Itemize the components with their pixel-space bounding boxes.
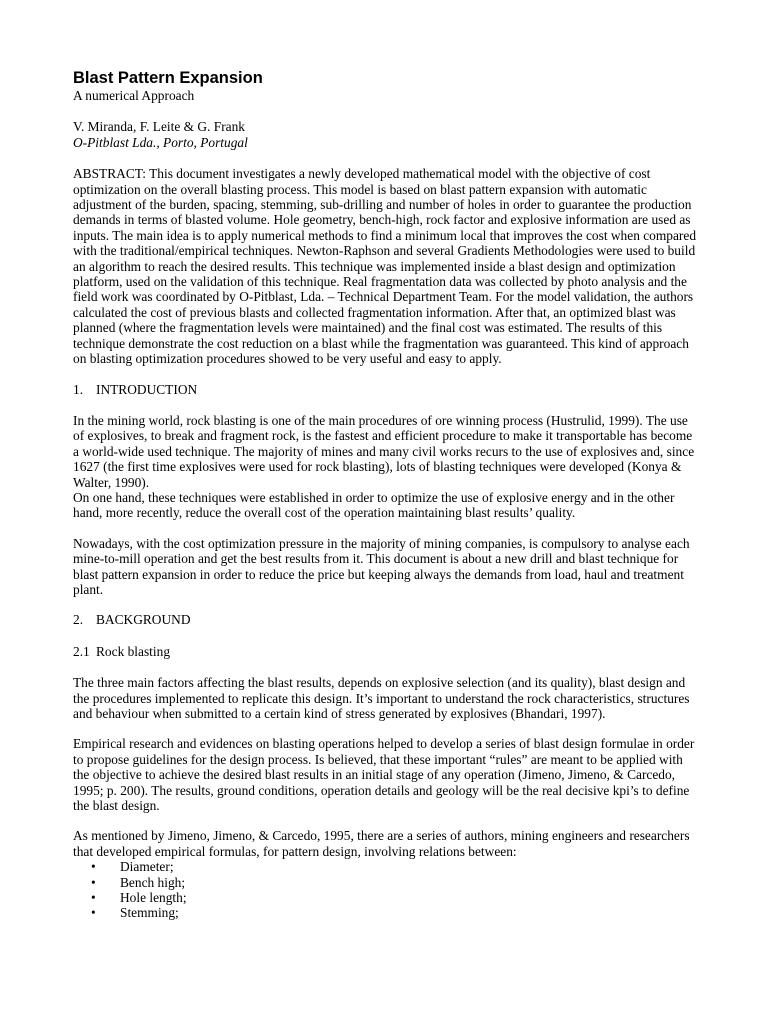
paper-authors: V. Miranda, F. Leite & G. Frank (73, 119, 245, 135)
section-heading-introduction (73, 382, 698, 397)
background-paragraph-3: As mentioned by Jimeno, Jimeno, & Carcedo, 1995, there are a series of authors, mining engineers and researchers that developed empirical formulas, for pattern design, involving relations between: (73, 828, 690, 859)
list-item-text: Stemming; (120, 905, 179, 921)
list-item (91, 875, 698, 890)
section-title: BACKGROUND (96, 612, 191, 628)
background-paragraph-1: The three main factors affecting the blast results, depends on explosive selection (and its quality), blast design and the procedures implemented to replicate this design. It’s important to understand the rock characteristics, structures and behaviour when submitted to a certain kind of stress generated by explosives (Bhandari, 1997). (73, 675, 690, 721)
list-item-text: Diameter; (120, 859, 174, 875)
bullet-glyph: • (91, 859, 96, 875)
intro-paragraph-2: Nowadays, with the cost optimization pressure in the majority of mining companies, is compulsory to analyse each mine-to-mill operation and get the best results from it. This document is about a new drill and blast technique for blast pattern expansion in order to reduce the price but keeping always the demands from load, haul and treatment plant. (73, 535, 690, 597)
subsection-title: Rock blasting (96, 643, 171, 659)
list-item (91, 905, 698, 920)
intro-paragraph-1b: On one hand, these techniques were established in order to optimize the use of explosive energy and in the other hand, more recently, reduce the overall cost of the operation maintaining blast results’ quality. (73, 489, 675, 521)
bullet-glyph: • (91, 905, 96, 921)
bullet-glyph: • (91, 890, 96, 906)
section-number: 1. (73, 381, 84, 397)
design-parameters-list (73, 859, 698, 921)
section-heading-background (73, 612, 698, 627)
section-number: 2. (73, 612, 84, 628)
subsection-heading-rock-blasting (73, 644, 698, 659)
list-item-text: Hole length; (120, 890, 187, 906)
subsection-number: 2.1 (73, 643, 90, 659)
paper-affiliation: O-Pitblast Lda., Porto, Portugal (73, 134, 248, 150)
intro-paragraph-1a: In the mining world, rock blasting is one of the main procedures of ore winning process (Hustrulid, 1999). The use of explosives, to break and fragment rock, is the fastest and efficient procedure to make it transportable has become a world-wide used technique. The majority of mines and many civil works recurs to the use of explosives and, since 1627 (the first time explosives were used for rock blasting), lots of blasting techniques were developed (Konya & Walter, 1990). (73, 412, 695, 490)
abstract-paragraph: ABSTRACT: This document investigates a newly developed mathematical model with the objective of cost optimization on the overall blasting process. This model is based on blast pattern expansion with automatic adjustment of the burden, spacing, stemming, sub-drilling and number of holes in order to guarantee the production demands in terms of blasted volume. Hole geometry, bench-high, rock factor and explosive information are used as inputs. The main idea is to apply numerical methods to find a minimum local that improves the cost when compared with the traditional/empirical techniques. Newton-Raphson and several Gradients Methodologies were used to build an algorithm to reach the desired results. This technique was implemented inside a blast design and optimization platform, used on the validation of this technique. Real fragmentation data was collected by photo analysis and the field work was coordinated by O-Pitblast, Lda. – Technical Department Team. For the model validation, the authors calculated the cost of previous blasts and collected fragmentation information. After that, an optimized blast was planned (where the fragmentation levels were maintained) and the final cost was estimated. The results of this technique demonstrate the cost reduction on a blast while the fragmentation was guaranteed. This kind of approach on blasting optimization procedures showed to be very useful and easy to apply. (73, 166, 697, 367)
paper-subtitle: A numerical Approach (73, 88, 195, 103)
section-title: INTRODUCTION (96, 381, 198, 397)
background-paragraph-2: Empirical research and evidences on blasting operations helped to develop a series of blast design formulae in order to propose guidelines for the design process. Is believed, that these important “rules” are meant to be applied with the objective to achieve the desired blast results in an initial stage of any operation (Jimeno, Jimeno, & Carcedo, 1995; p. 200). The results, ground conditions, operation details and geology will be the real decisive kpi’s to define the blast design. (73, 736, 695, 814)
list-item-text: Bench high; (120, 874, 186, 890)
bullet-glyph: • (91, 874, 96, 890)
list-item (91, 859, 698, 874)
paper-title: Blast Pattern Expansion (73, 69, 263, 87)
list-item (91, 890, 698, 905)
